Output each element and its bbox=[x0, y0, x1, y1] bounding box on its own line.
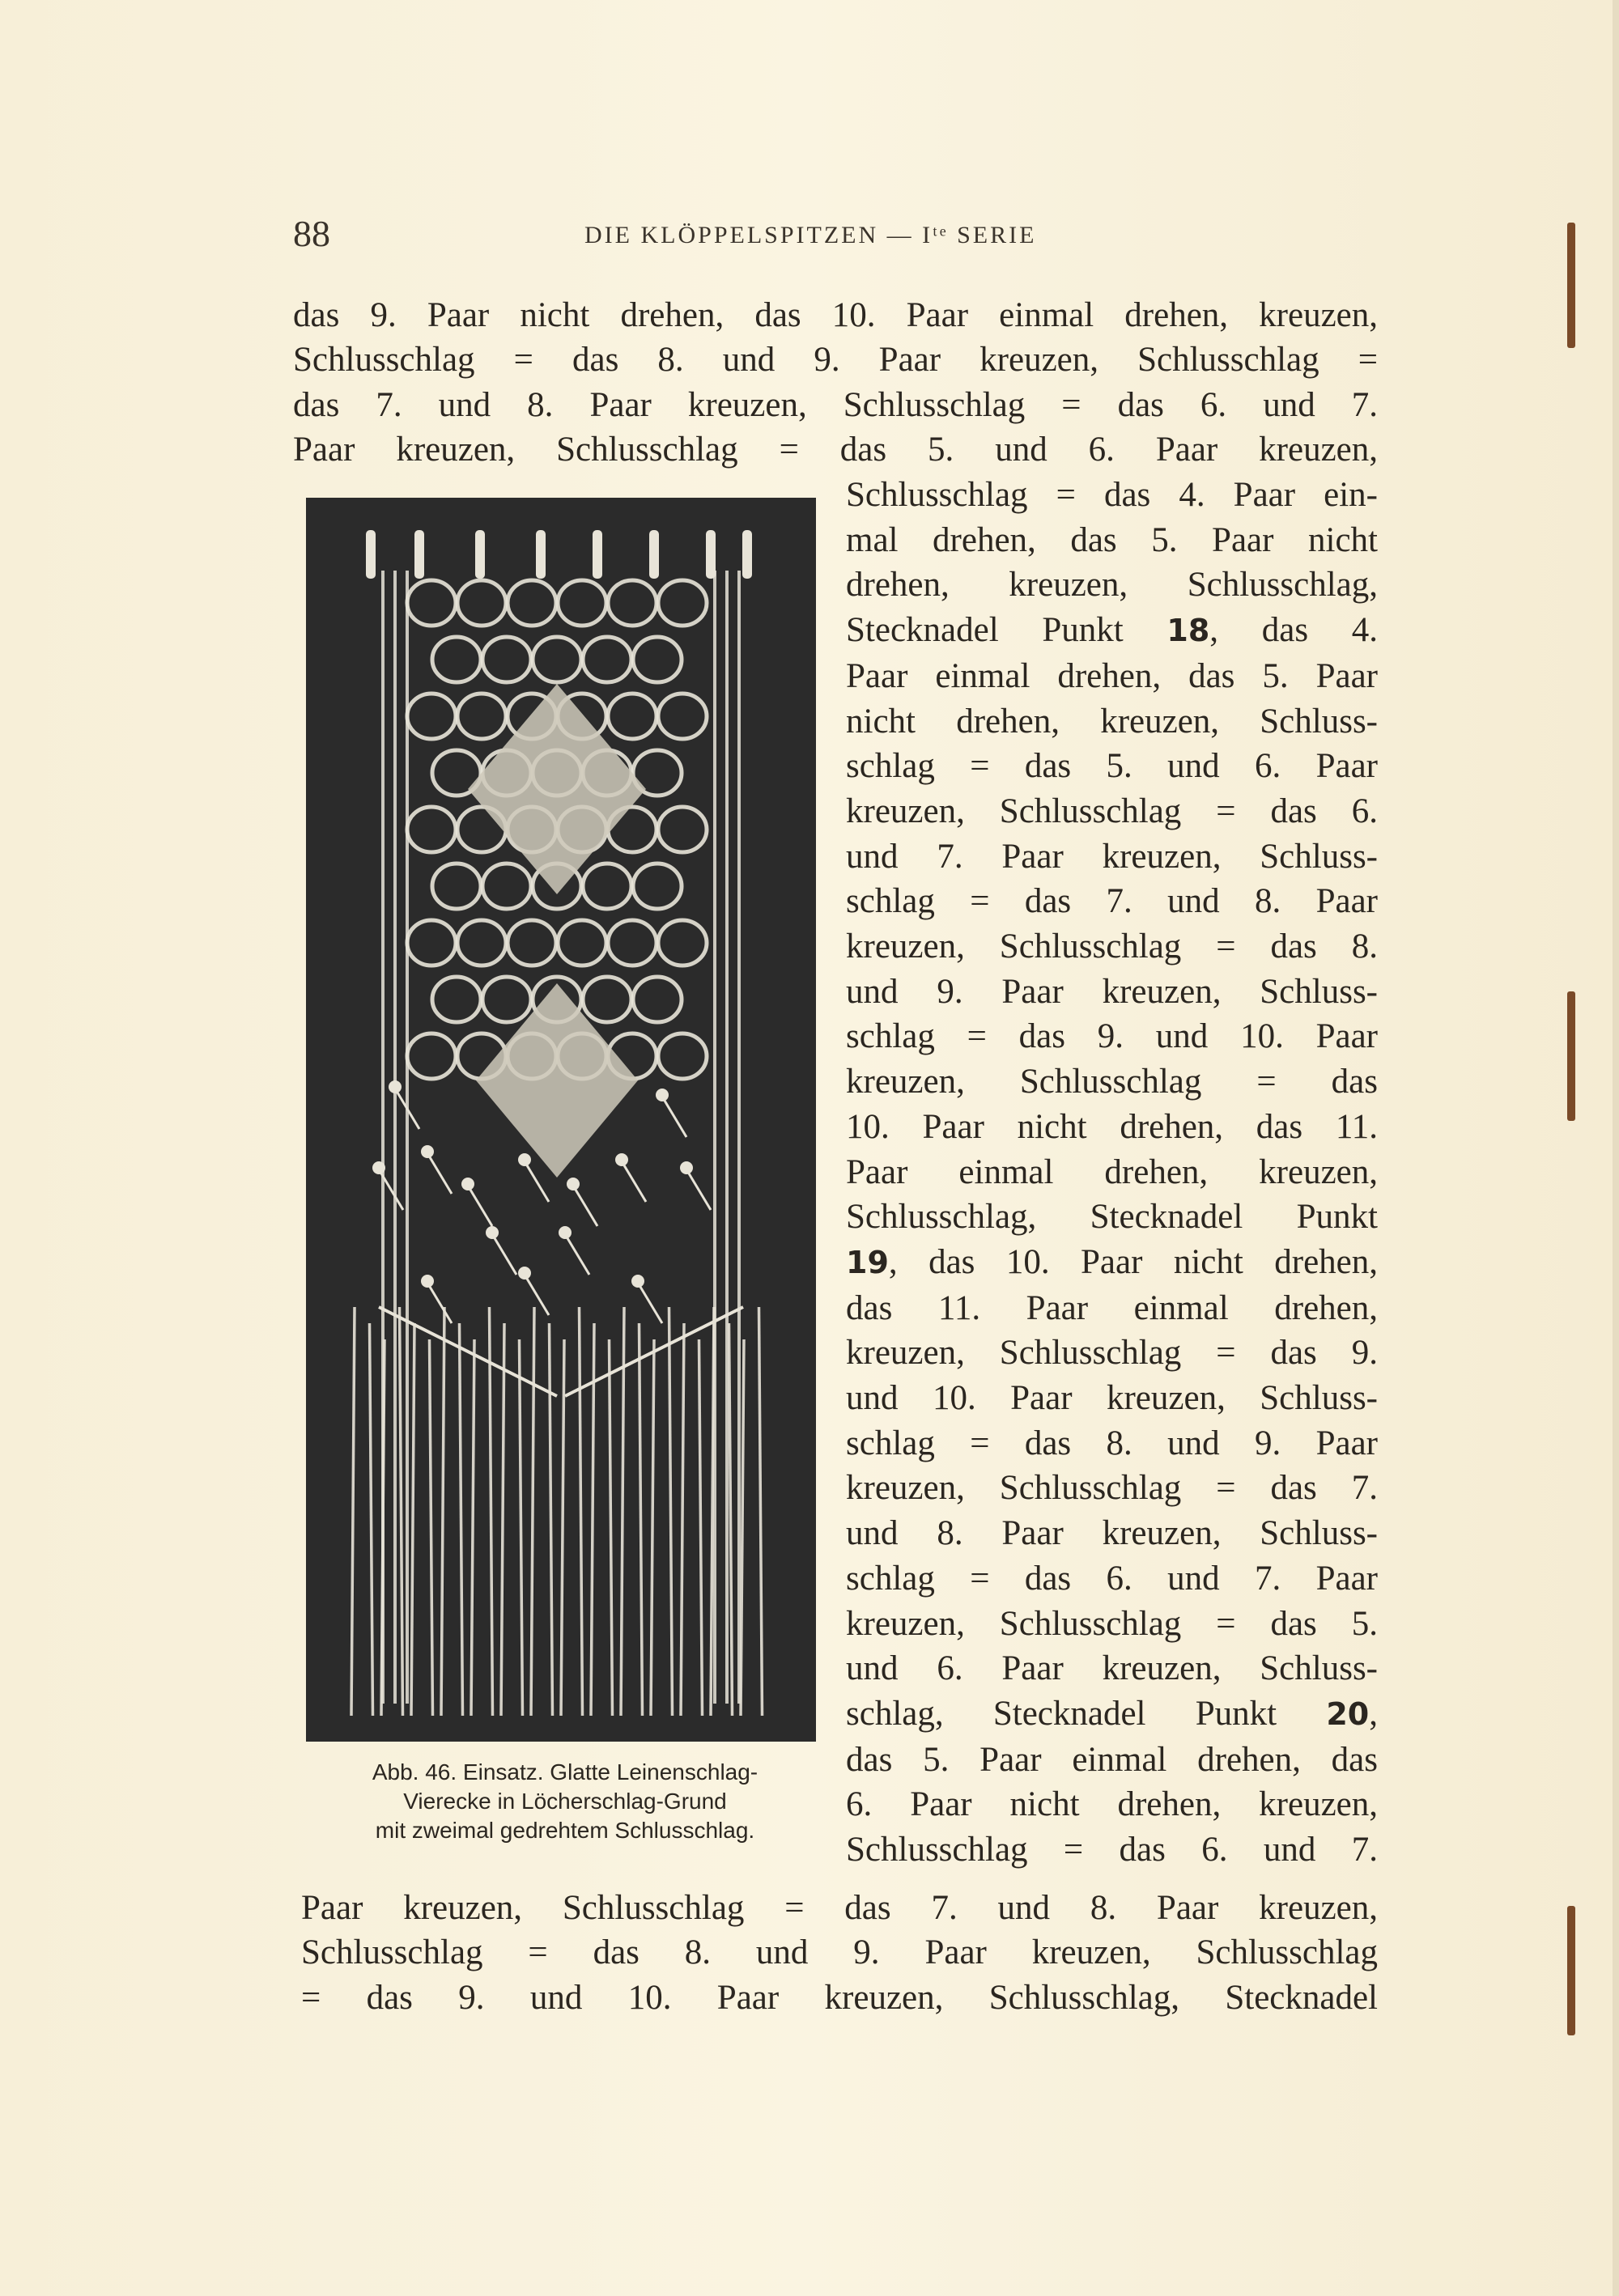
text-line: und 7. Paar kreuzen, Schluss- bbox=[846, 837, 1378, 876]
text-line: Paar kreuzen, Schlusschlag = das 7. und 8. Paar kreuzen, bbox=[301, 1889, 1378, 1927]
text-line: und 9. Paar kreuzen, Schluss- bbox=[846, 972, 1378, 1011]
caption-line: mit zweimal gedrehtem Schlusschlag. bbox=[375, 1818, 755, 1843]
text-line: Schlusschlag, Stecknadel Punkt bbox=[846, 1198, 1378, 1237]
text-line: kreuzen, Schlusschlag = das 8. bbox=[846, 927, 1378, 966]
text-line: Paar kreuzen, Schlusschlag = das 5. und 6. Paar kreuzen, bbox=[293, 431, 1378, 469]
running-head: DIE KLÖPPELSPITZEN — Iᵗᵉ SERIE bbox=[584, 222, 1037, 248]
page-edge-tab bbox=[1567, 223, 1575, 348]
text-line: kreuzen, Schlusschlag = das 6. bbox=[846, 792, 1378, 830]
text-line: Paar einmal drehen, das 5. Paar bbox=[846, 656, 1378, 695]
page-number: 88 bbox=[293, 213, 330, 254]
text-line: und 10. Paar kreuzen, Schluss- bbox=[846, 1379, 1378, 1418]
bottom-paragraph bbox=[301, 1886, 1378, 2020]
text-line: das 7. und 8. Paar kreuzen, Schlusschlag = das 6. und 7. bbox=[293, 385, 1378, 424]
text-line: Stecknadel Punkt 18, das 4. bbox=[846, 611, 1378, 650]
page-header bbox=[293, 212, 1378, 261]
lace-illustration bbox=[306, 498, 816, 1742]
page-edge-tab bbox=[1567, 991, 1575, 1121]
text-line: schlag = das 6. und 7. Paar bbox=[846, 1559, 1378, 1598]
text-line: kreuzen, Schlusschlag = das 5. bbox=[846, 1604, 1378, 1643]
top-paragraph bbox=[293, 293, 1378, 473]
text-line: das 11. Paar einmal drehen, bbox=[846, 1288, 1378, 1327]
page-edge-tab bbox=[1567, 1906, 1575, 2035]
caption-line: Vierecke in Löcherschlag-Grund bbox=[403, 1789, 727, 1814]
text-line: kreuzen, Schlusschlag = das 7. bbox=[846, 1469, 1378, 1508]
figure-caption bbox=[306, 1758, 824, 1845]
text-line: nicht drehen, kreuzen, Schluss- bbox=[846, 702, 1378, 741]
right-column-text bbox=[846, 473, 1378, 1873]
text-line: drehen, kreuzen, Schlusschlag, bbox=[846, 566, 1378, 605]
text-line: und 6. Paar kreuzen, Schluss- bbox=[846, 1649, 1378, 1688]
text-line: Schlusschlag = das 4. Paar ein- bbox=[846, 476, 1378, 514]
text-line: das 5. Paar einmal drehen, das bbox=[846, 1740, 1378, 1779]
text-line: schlag = das 9. und 10. Paar bbox=[846, 1017, 1378, 1056]
text-line: 19, das 10. Paar nicht drehen, bbox=[846, 1242, 1378, 1281]
text-line: schlag = das 8. und 9. Paar bbox=[846, 1424, 1378, 1462]
text-line: kreuzen, Schlusschlag = das 9. bbox=[846, 1334, 1378, 1373]
caption-line: Abb. 46. Einsatz. Glatte Leinenschlag- bbox=[372, 1759, 759, 1785]
text-line: 10. Paar nicht drehen, das 11. bbox=[846, 1107, 1378, 1146]
text-line: schlag = das 7. und 8. Paar bbox=[846, 882, 1378, 921]
text-line: Schlusschlag = das 6. und 7. bbox=[846, 1831, 1378, 1869]
text-line: Paar einmal drehen, kreuzen, bbox=[846, 1152, 1378, 1191]
text-line: schlag = das 5. und 6. Paar bbox=[846, 747, 1378, 786]
lace-figure-image bbox=[306, 498, 816, 1742]
text-line: mal drehen, das 5. Paar nicht bbox=[846, 520, 1378, 559]
text-line: das 9. Paar nicht drehen, das 10. Paar einmal drehen, kreuzen, bbox=[293, 296, 1378, 334]
text-line: 6. Paar nicht drehen, kreuzen, bbox=[846, 1785, 1378, 1824]
text-line: und 8. Paar kreuzen, Schluss- bbox=[846, 1514, 1378, 1553]
text-line: kreuzen, Schlusschlag = das bbox=[846, 1063, 1378, 1101]
text-line: Schlusschlag = das 8. und 9. Paar kreuzen, Schlusschlag = bbox=[293, 341, 1378, 380]
text-line: = das 9. und 10. Paar kreuzen, Schlusschlag, Stecknadel bbox=[301, 1978, 1378, 2017]
text-line: Schlusschlag = das 8. und 9. Paar kreuzen, Schlusschlag bbox=[301, 1933, 1378, 1972]
text-line: schlag, Stecknadel Punkt 20, bbox=[846, 1694, 1378, 1733]
